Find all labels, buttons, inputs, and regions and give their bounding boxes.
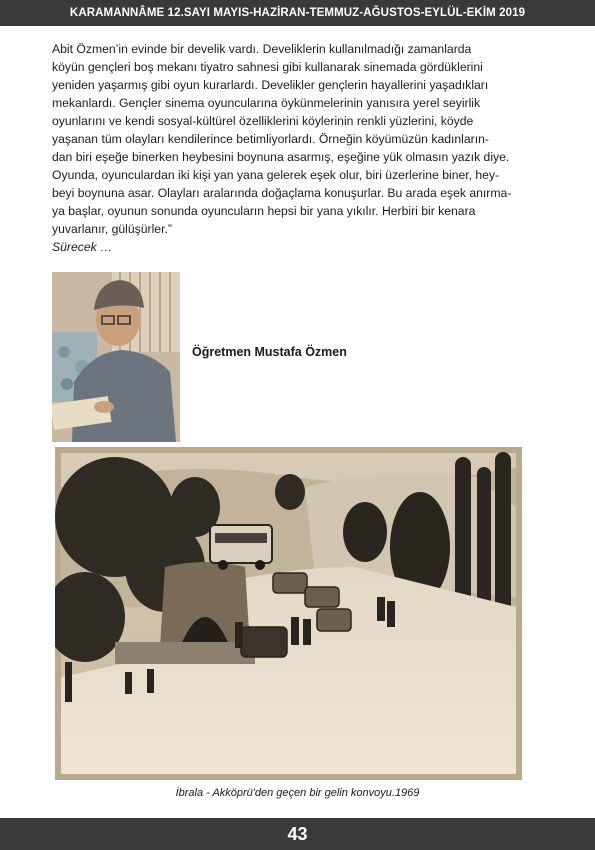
article-line: köyün gençleri boş mekanı tiyatro sahnesi gibi kullanarak sinemada gördüklerini — [52, 60, 483, 74]
portrait-photo — [52, 272, 180, 442]
article-line: beyi boynuna asar. Olayları aralarında doğaçlama konuşurlar. Bu arada eşek anırma- — [52, 186, 512, 200]
article-line: mekanlardı. Gençler sinema oyuncularına öykünmelerinin yanısıra yerel seyirlik — [52, 96, 481, 110]
historical-photo — [55, 447, 522, 780]
article-line: Abit Özmen’in evinde bir develik vardı. Develiklerin kullanılmadığı zamanlarda — [52, 42, 472, 56]
page-number: 43 — [287, 824, 308, 844]
page-header — [0, 0, 595, 26]
article-line: oyunlarını ve kendi sosyal-kültürel özelliklerini köylerinin renkli yüzlerini, köyde — [52, 114, 474, 128]
page-footer — [0, 818, 595, 850]
header-title: KARAMANNÂME 12.SAYI MAYIS-HAZİRAN-TEMMUZ-AĞUSTOS-EYLÜL-EKİM 2019 — [69, 7, 526, 19]
article-line: Oyunda, oyunculardan iki kişi yan yana gelerek eşek olur, biri üzerlerine biner, hey- — [52, 168, 500, 182]
continued-note: Sürecek … — [52, 240, 113, 254]
article-line: dan biri eşeğe binerken heybesini boynuna asarmış, eşeğine yük olmasın yazık diye. — [52, 150, 510, 164]
portrait-caption: Öğretmen Mustafa Özmen — [192, 345, 347, 359]
article-line: ya başlar, oyunun sonunda oyuncuların hepsi bir yana yıkılır. Herbiri bir kenara — [52, 204, 476, 218]
article-line: yeniden yaşarmış gibi oyun kurarlardı. Develikler gençlerin hayallerini yaşadıkları — [52, 78, 489, 92]
article-line: yaşanan tüm olayları kendilerince betimliyorlardı. Örneğin köyümüzün kadınların- — [52, 132, 489, 146]
article-line: yuvarlanır, gülüşürler.” — [52, 222, 172, 236]
article-body — [52, 40, 550, 256]
photo-caption: İbrala - Akköprü'den geçen bir gelin konvoyu.1969 — [175, 787, 420, 799]
